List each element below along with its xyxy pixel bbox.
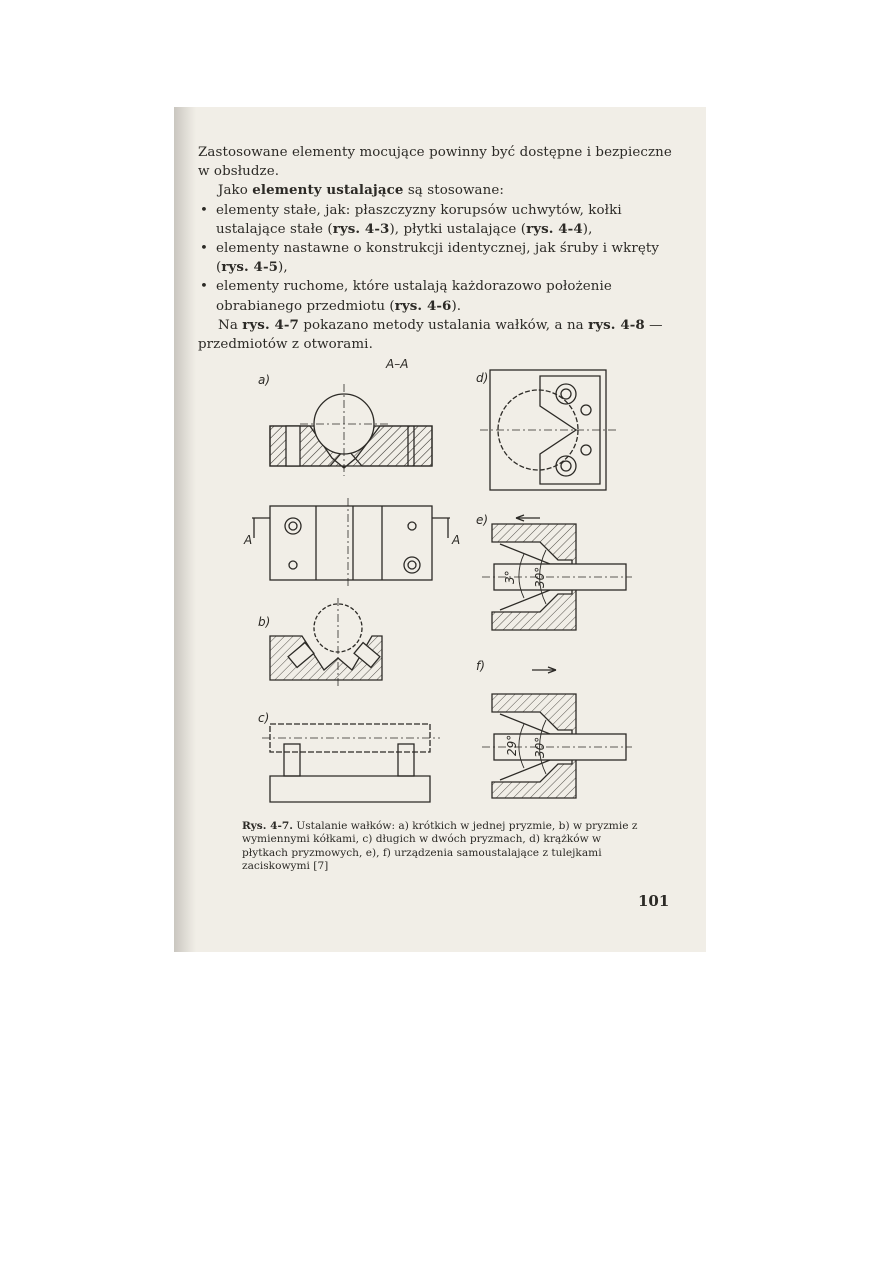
angle-e1: 3° — [503, 570, 517, 584]
bullet-3-ref1: rys. 4-6 — [394, 297, 452, 314]
label-b: b) — [258, 615, 271, 629]
bullet-item-3 — [198, 277, 680, 315]
p2-text-2: są stosowane: — [403, 183, 504, 199]
bullet-mark: • — [200, 279, 208, 295]
label-e: e) — [476, 513, 489, 527]
binding-shadow — [174, 107, 196, 952]
angle-f1: 29° — [505, 734, 519, 756]
bullet-1-mid: ), płytki ustalające ( — [389, 221, 527, 237]
bullet-1-text: elementy stałe, jak: płaszczyzny korupsów uchwytów, kołki ustalające stałe ( — [216, 202, 622, 237]
view-c — [262, 724, 440, 802]
p3-text-1: Na — [218, 317, 243, 333]
label-c: c) — [258, 711, 270, 725]
view-d — [480, 370, 616, 490]
technical-drawing — [240, 358, 640, 813]
p3-text-2: pokazano metody ustalania wałków, a na — [298, 317, 589, 333]
p3-ref1: rys. 4-7 — [242, 316, 299, 333]
bullet-3-end: ). — [451, 298, 462, 314]
label-cut-left: A — [244, 533, 253, 547]
label-f: f) — [476, 659, 485, 673]
view-a-section — [270, 384, 432, 476]
p3-text-3: — przedmiotów z otworami. — [198, 317, 663, 353]
angle-f2: 30° — [533, 736, 547, 758]
bullet-item-2 — [198, 239, 680, 277]
paragraph-1: Zastosowane elementy mocujące powinny być dostępne i bezpieczne w obsłudze. — [198, 145, 672, 180]
bullet-1-ref1: rys. 4-3 — [332, 220, 390, 237]
view-a-plan — [252, 498, 450, 588]
label-a: a) — [258, 373, 271, 387]
label-cut-right: A — [452, 533, 461, 547]
label-section: A–A — [386, 358, 409, 371]
label-d: d) — [476, 371, 489, 385]
p2-text-1: Jako — [218, 183, 253, 199]
angle-e2: 30° — [533, 566, 547, 588]
p3-ref2: rys. 4-8 — [588, 316, 645, 333]
bullet-3-text: elementy ruchome, które ustalają każdorazowo położenie obrabianego przedmiotu ( — [216, 279, 612, 314]
bullet-2-ref1: rys. 4-5 — [221, 259, 279, 276]
view-b — [270, 598, 382, 686]
p2-bold: elementy ustalające — [252, 182, 404, 199]
bullet-2-end: ), — [278, 260, 288, 276]
page-number: 101 — [638, 892, 670, 910]
bullet-1-end: ), — [582, 221, 593, 237]
figure-caption — [242, 820, 640, 874]
body-text — [198, 143, 680, 354]
bullet-mark: • — [200, 202, 208, 218]
caption-text: Ustalanie wałków: a) krótkich w jednej pryzmie, b) w pryzmie z wymiennymi kółkami, c) długich w dwóch pryzmach, d) krążków w płytkach pryzmowych, e), f) urządzenia samoustalające z tulejkami zaciskowymi [7] — [242, 820, 638, 873]
bullet-item-1 — [198, 201, 680, 239]
caption-number: Rys. 4-7. — [242, 820, 293, 832]
bullet-1-ref2: rys. 4-4 — [526, 220, 583, 237]
paragraph-3 — [198, 316, 680, 354]
bullet-2-text: elementy nastawne o konstrukcji identycznej, jak śruby i wkręty ( — [216, 241, 659, 276]
figure-4-7 — [240, 358, 640, 813]
bullet-mark: • — [200, 241, 208, 257]
paragraph-2 — [198, 181, 680, 200]
view-f — [482, 667, 632, 798]
